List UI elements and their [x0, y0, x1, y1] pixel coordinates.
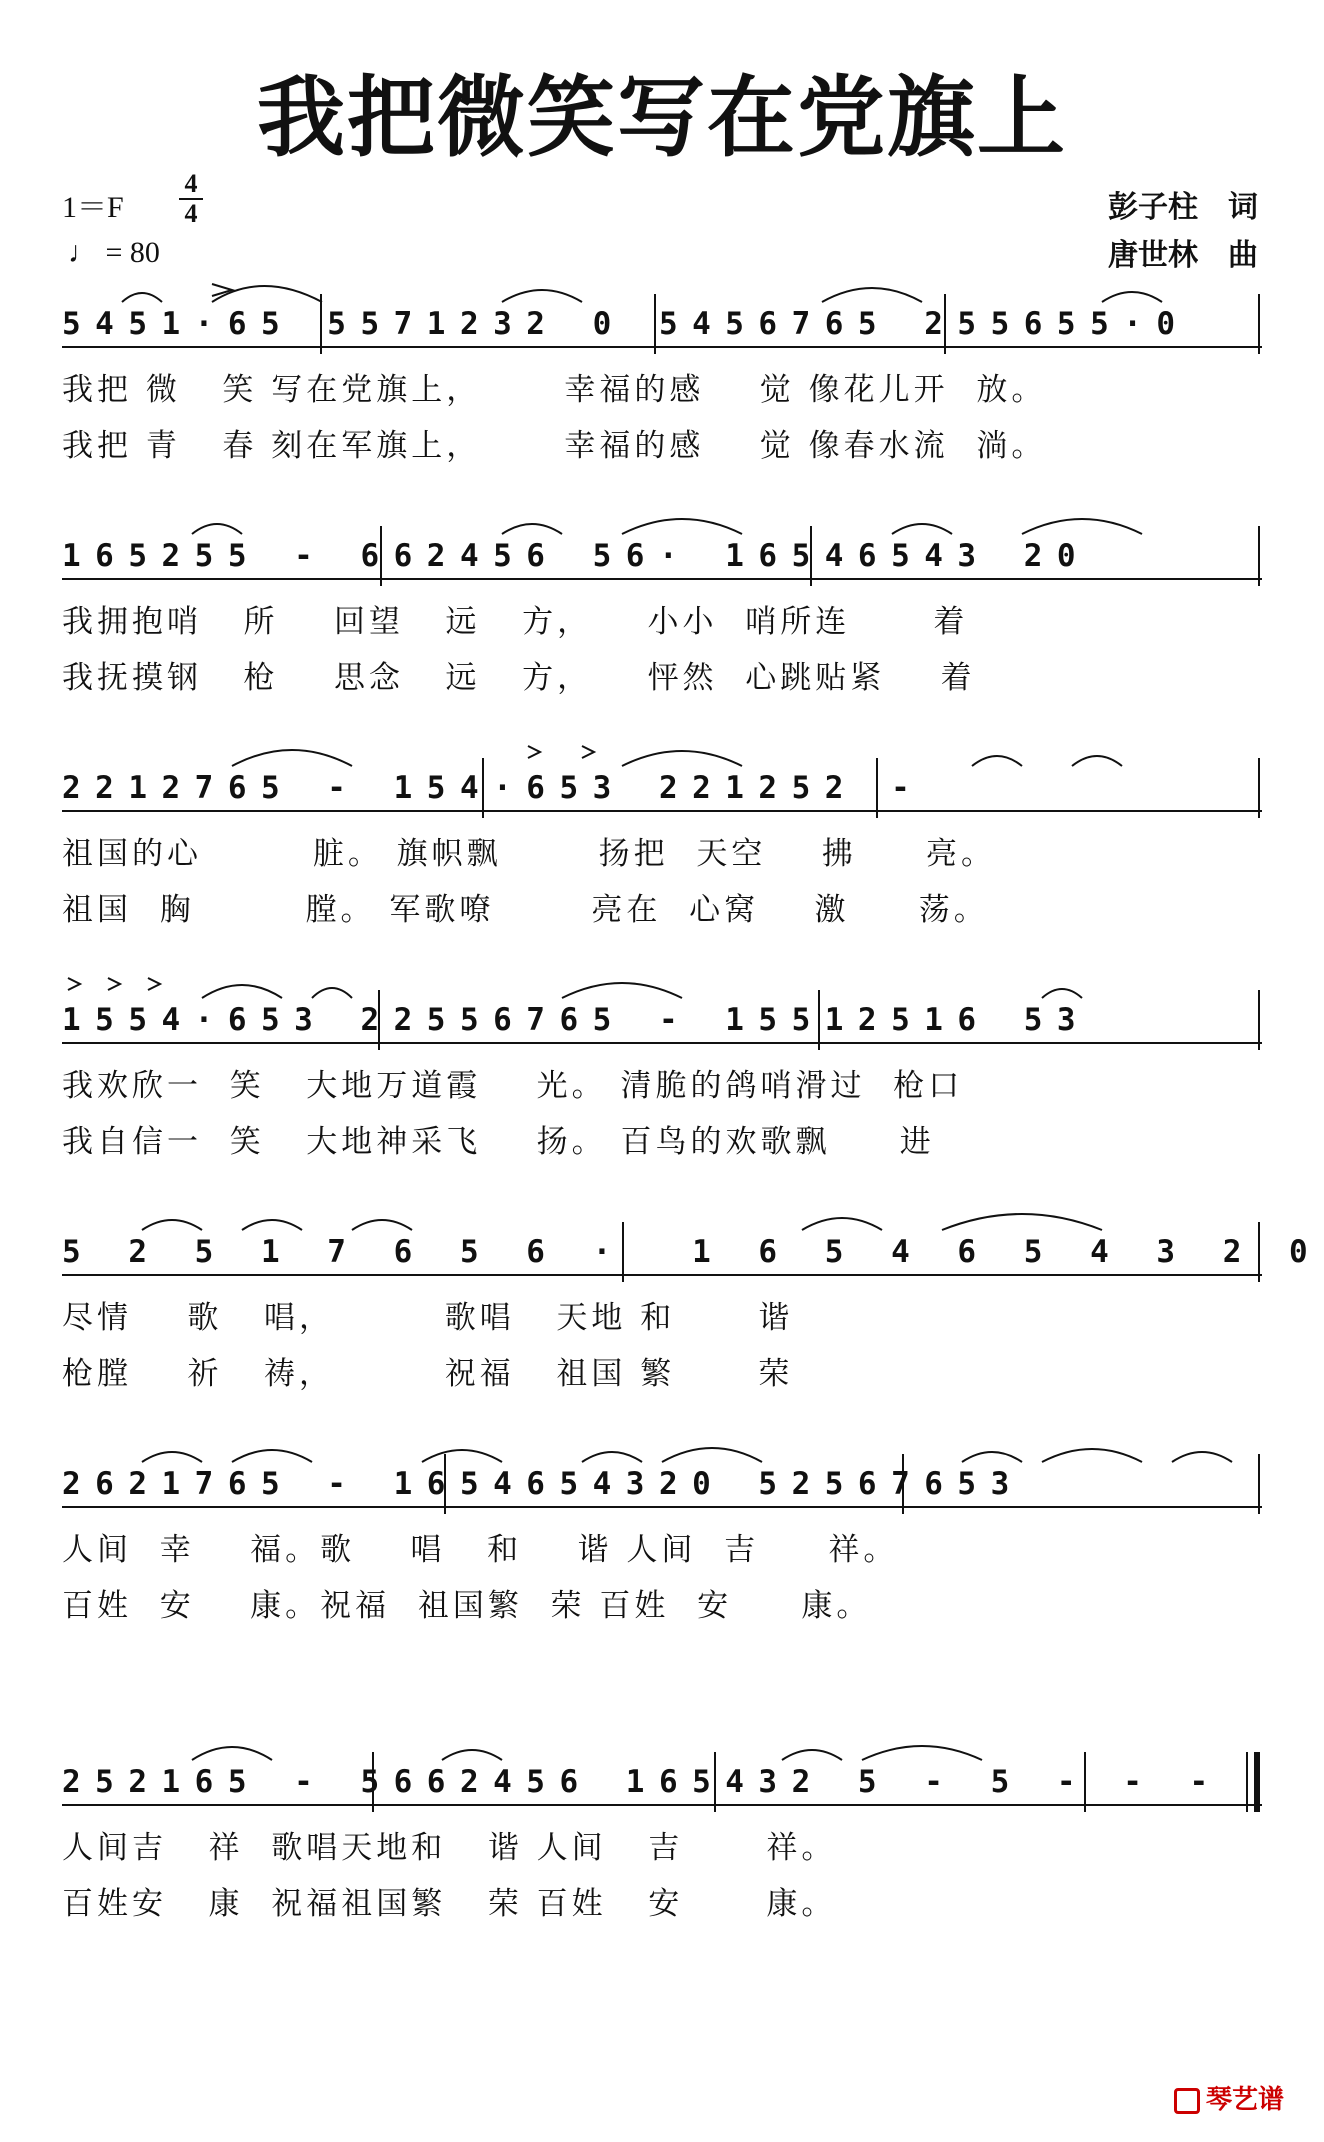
score-system-2: [62, 494, 1262, 706]
watermark-logo: [1174, 2079, 1284, 2116]
jianpu-notes: 2212765 - 154·653 221252 -: [62, 770, 925, 806]
barlines: [62, 1752, 1262, 1812]
score-system-5: [62, 1190, 1323, 1402]
staff-line-4: [62, 958, 1262, 1058]
lyric-verse-1: 祖国的心 脏。 旗帜飘 扬把 天空 拂 亮。: [62, 836, 997, 872]
lyric-verse-2: 我自信一 笑 大地神采飞 扬。 百鸟的欢歌飘 进: [62, 1124, 935, 1160]
lyric-verse-2: 我抚摸钢 枪 思念 远 方， 怦然 心跳贴紧 着: [62, 660, 976, 696]
time-signature-top: 4: [184, 169, 198, 198]
staff-line-2: [62, 494, 1262, 594]
score-system-4: [62, 958, 1262, 1170]
barlines: [62, 1454, 1262, 1514]
tempo-marking: ♩ = 80: [68, 236, 160, 269]
jianpu-notes: 5451·65 5571232 0 5456765 255655·0: [62, 306, 1190, 342]
composer-credit: 唐世林 曲: [1108, 238, 1258, 273]
staff-line-5: [62, 1190, 1323, 1290]
lyricist-credit: 彭子柱 词: [1108, 190, 1258, 225]
lyric-verse-1: 我欢欣一 笑 大地万道霞 光。 清脆的鸽哨滑过 枪口: [62, 1068, 964, 1104]
lyric-verse-2: 枪膛 祈 祷， 祝福 祖国 繁 荣: [62, 1356, 794, 1392]
lyric-verse-2: 祖国 胸 膛。 军歌嘹 亮在 心窝 激 荡。: [62, 892, 989, 928]
staff-line-3: [62, 726, 1262, 826]
barlines: [62, 294, 1262, 354]
logo-icon: [1174, 2088, 1200, 2114]
watermark-text: 琴艺谱: [1205, 2085, 1284, 2115]
lyric-verse-1: 人间 幸 福。歌 唱 和 谐 人间 吉 祥。: [62, 1532, 899, 1568]
jianpu-notes: 5 2 5 1 7 6 5 6 · 1 6 5 4 6 5 4 3 2 0: [62, 1234, 1323, 1270]
staff-line-1: [62, 262, 1262, 362]
lyric-verse-1: 我把 微 笑 写在党旗上， 幸福的感 觉 像花儿开 放。: [62, 372, 1047, 408]
time-signature: [176, 170, 206, 228]
jianpu-notes: 2621765 - 1654654320 52567653: [62, 1466, 1024, 1502]
jianpu-notes: 1554·653 22556765 - 15512516 53: [62, 1002, 1091, 1038]
score-system-3: [62, 726, 1262, 938]
lyric-verse-2: 我把 青 春 刻在军旗上， 幸福的感 觉 像春水流 淌。: [62, 428, 1047, 464]
score-system-1: [62, 262, 1262, 474]
lyric-verse-1: 我拥抱哨 所 回望 远 方， 小小 哨所连 着: [62, 604, 969, 640]
score-system-6: [62, 1422, 1262, 1634]
score-system-7: [62, 1720, 1262, 1932]
staff-line-7: [62, 1720, 1262, 1820]
jianpu-notes: 252165 - 5662456 165432 5 - 5 - - -: [62, 1764, 1223, 1800]
lyric-verse-2: 百姓 安 康。祝福 祖国繁 荣 百姓 安 康。: [62, 1588, 872, 1624]
staff-line-6: [62, 1422, 1262, 1522]
barlines: [62, 758, 1262, 818]
barlines: [62, 990, 1262, 1050]
time-signature-bottom: 4: [184, 199, 198, 228]
barlines: [62, 1222, 1323, 1282]
lyric-verse-1: 人间吉 祥 歌唱天地和 谐 人间 吉 祥。: [62, 1830, 837, 1866]
key-signature: 1＝F: [62, 191, 124, 224]
lyric-verse-1: 尽情 歌 唱， 歌唱 天地 和 谐: [62, 1300, 794, 1336]
song-title: 我把微笑写在党旗上: [256, 66, 1067, 169]
barlines: [62, 526, 1262, 586]
lyric-verse-2: 百姓安 康 祝福祖国繁 荣 百姓 安 康。: [62, 1886, 837, 1922]
jianpu-notes: 165255 - 662456 56· 16546543 20: [62, 538, 1091, 574]
